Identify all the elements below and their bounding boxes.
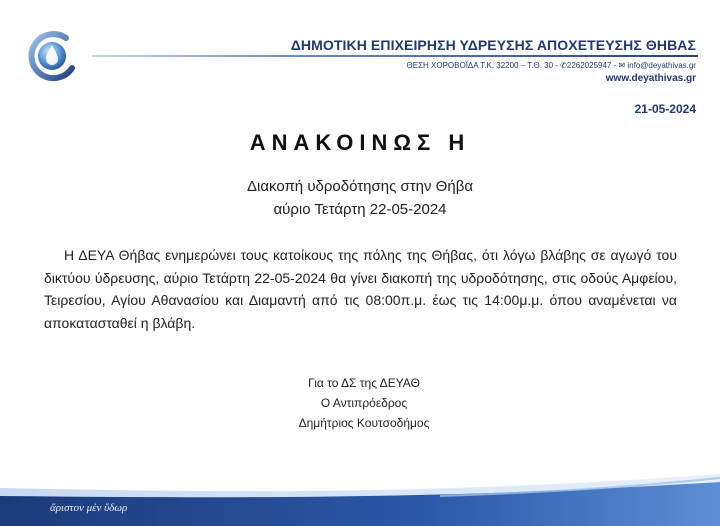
notice-date: 21-05-2024 <box>634 102 696 116</box>
footer-wave <box>0 466 720 526</box>
header-divider <box>92 55 698 57</box>
organization-name: ΔΗΜΟΤΙΚΗ ΕΠΙΧΕΙΡΗΣΗ ΥΔΡΕΥΣΗΣ ΑΠΟΧΕΤΕΥΣΗΣ ΘΗΒΑΣ <box>290 37 696 53</box>
notice-title: ΑΝΑΚΟΙΝΩΣ Η <box>249 130 471 155</box>
footer-motto: ἄριστον μὲν ὕδωρ <box>50 502 128 514</box>
notice-subtitle-line1: Διακοπή υδροδότησης στην Θήβα <box>246 178 473 195</box>
contact-info: ΘΕΣΗ ΧΟΡΟΒΟΪΔΑ Τ.Κ. 32200 – Τ.Θ. 30 - ✆2262025947 - ✉ info@deyathivas.gr <box>406 61 696 70</box>
website-url: www.deyathivas.gr <box>605 73 696 84</box>
signature-line1: Για το ΔΣ της ΔΕΥΑΘ <box>308 376 420 390</box>
notice-body: Η ΔΕΥΑ Θήβας ενημερώνει τους κατοίκους της πόλης της Θήβας, ότι λόγω βλάβης σε αγωγό του δικτύου ύδρευσης, αύριο Τετάρτη 22-05-2024 θα γίνει διακοπή της υδροδότησης, στις οδούς Αμφείου, Τειρεσίου, Αγίου Αθανασίου και Διαμαντή από τις 08:00π.μ. έως τις 14:00μ.μ. όπου αναμένεται να αποκατασταθεί η βλάβη. <box>44 247 677 331</box>
signature-line2: Ο Αντιπρόεδρος <box>320 396 408 410</box>
water-drop-logo-icon <box>24 28 80 84</box>
signature-name: Δημήτριος Κουτσοδήμος <box>298 416 430 430</box>
notice-subtitle-line2: αύριο Τετάρτη 22-05-2024 <box>273 201 447 218</box>
